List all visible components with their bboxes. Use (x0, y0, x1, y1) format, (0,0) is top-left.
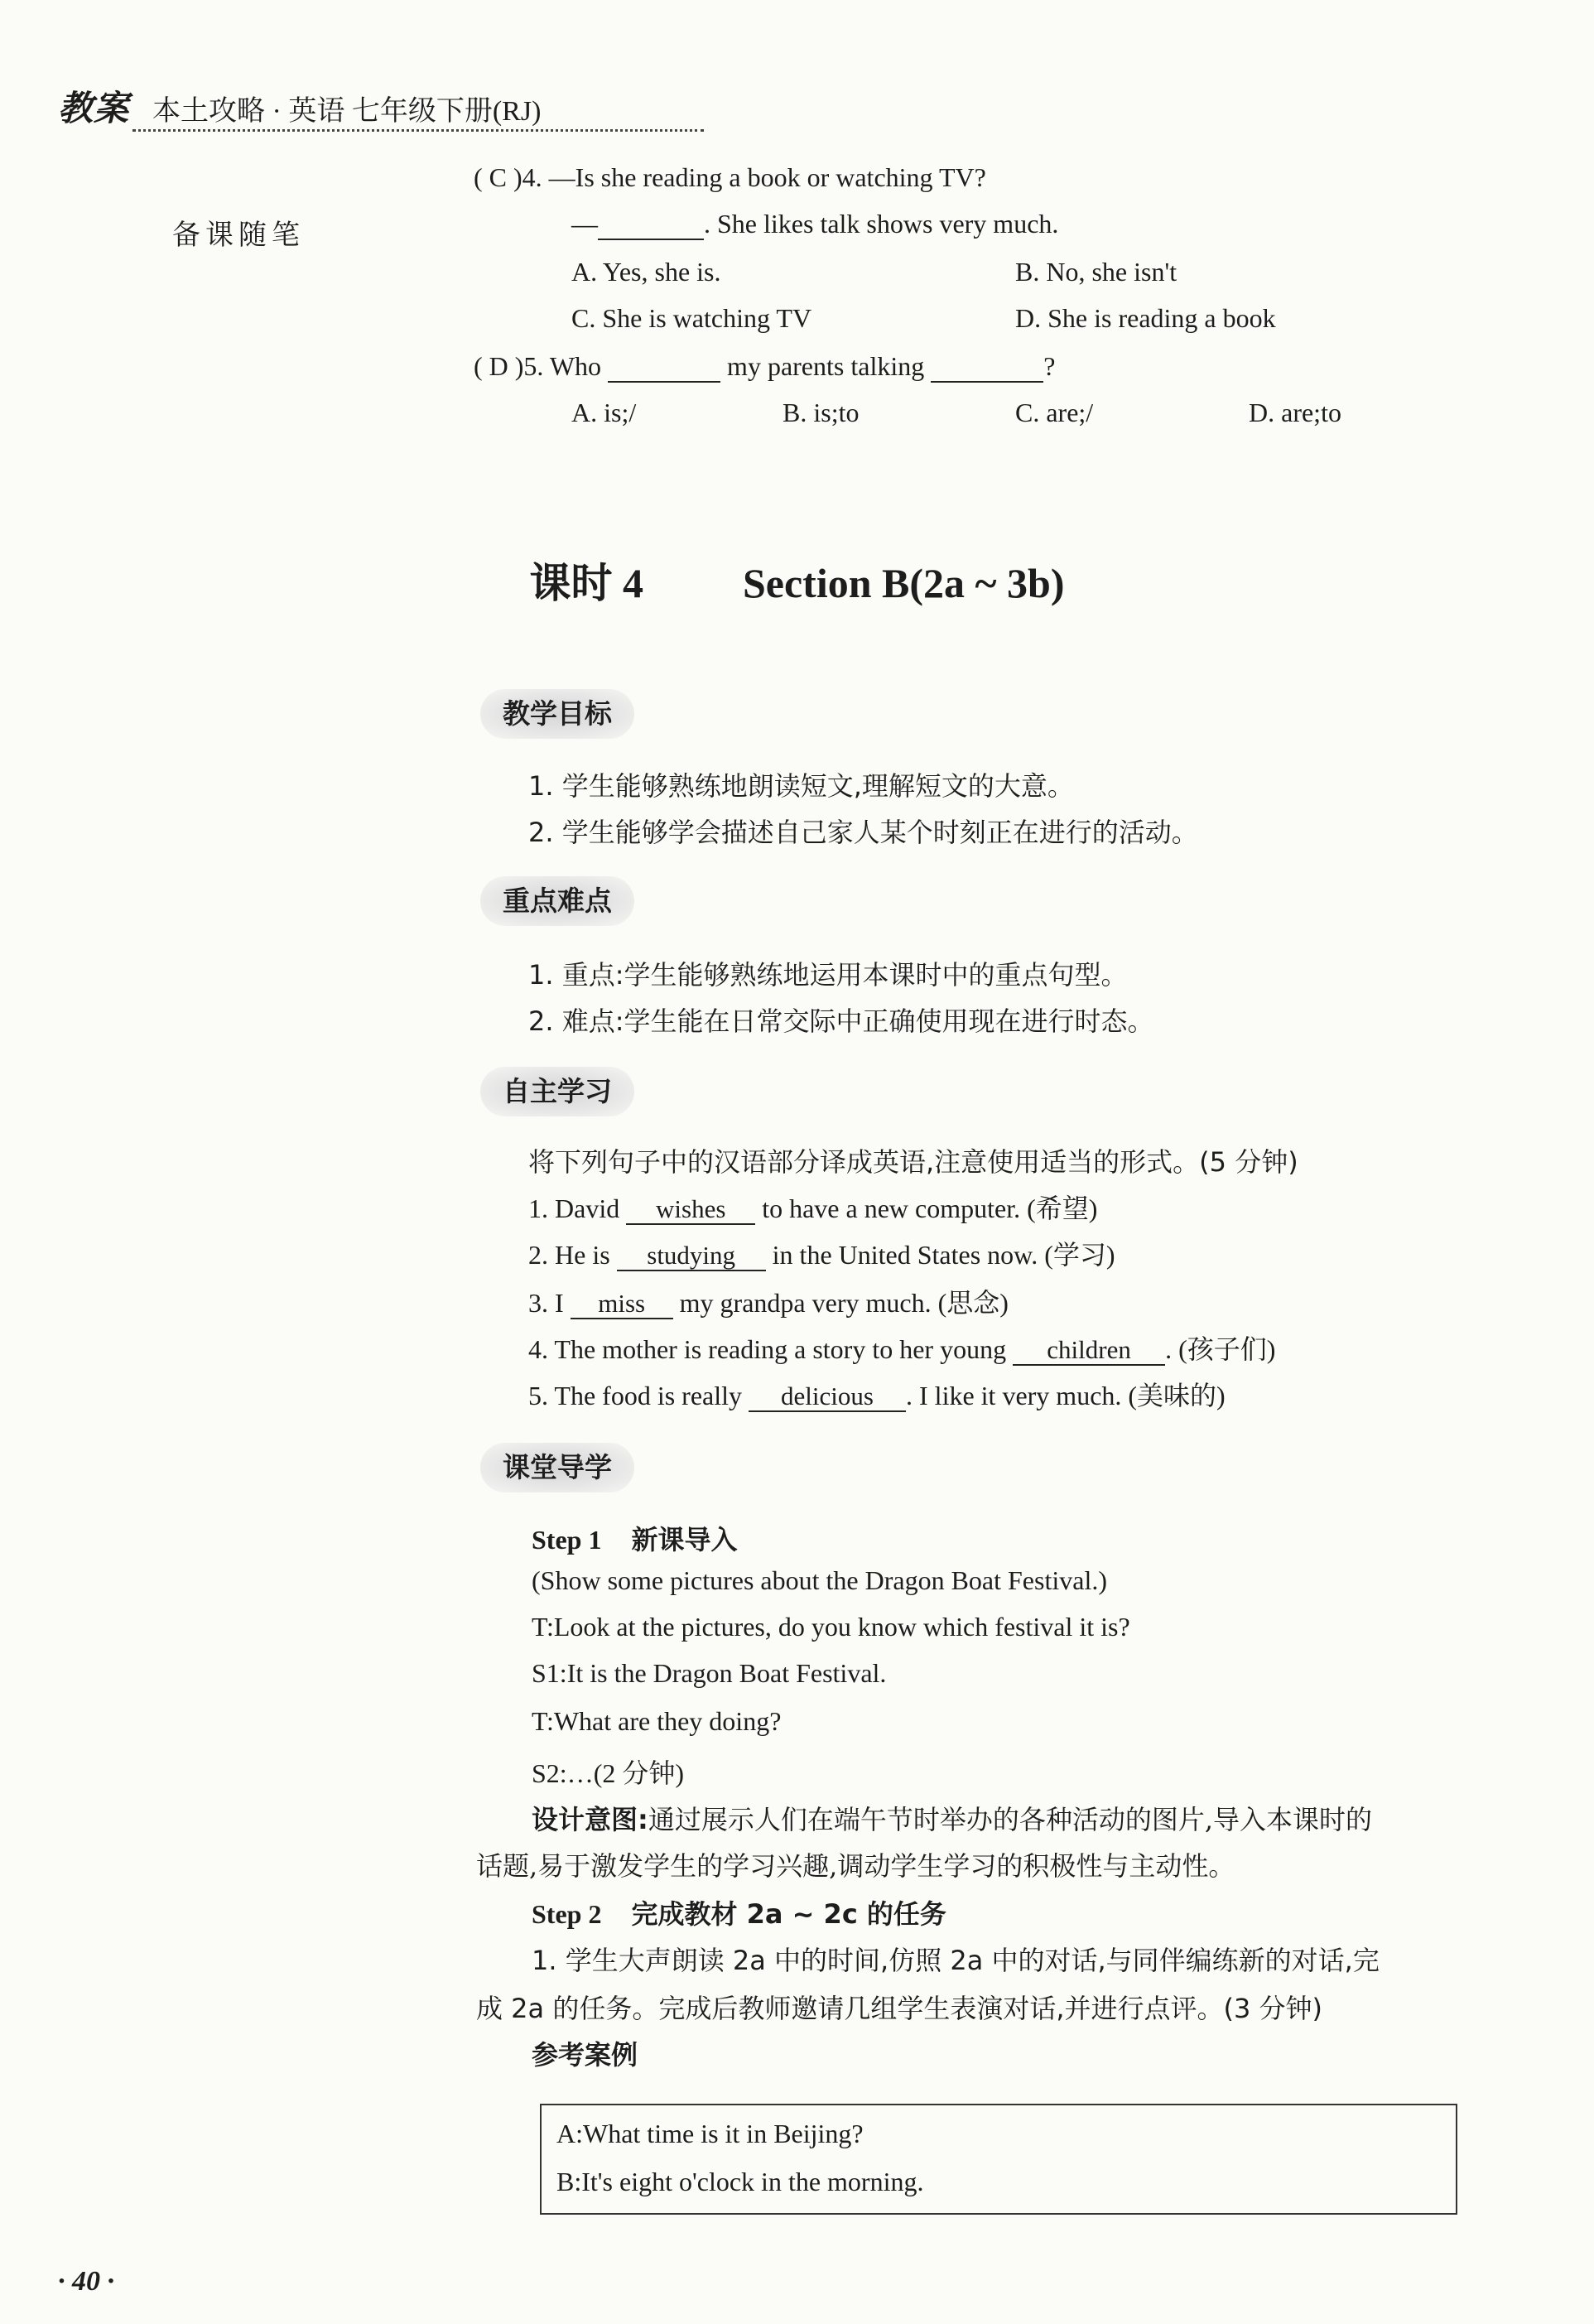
step2-text-2: 成 2a 的任务。完成后教师邀请几组学生表演对话,并进行点评。(3 分钟) (476, 1993, 1322, 2024)
design-intent-line-2: 话题,易于激发学生的学习兴趣,调动学生学习的积极性与主动性。 (476, 1850, 1235, 1882)
item-4-pre: 4. The mother is reading a story to her young (528, 1334, 1007, 1364)
q4-blank (598, 210, 704, 240)
item-5-answer: delicious (749, 1383, 906, 1412)
q5-suffix: ? (1043, 351, 1056, 381)
q5-middle: my parents talking (727, 351, 925, 381)
self-study-intro: 将下列句子中的汉语部分译成英语,注意使用适当的形式。(5 分钟) (528, 1146, 1298, 1178)
item-3-post: my grandpa very much. (思念) (679, 1288, 1009, 1318)
item-4-answer: children (1013, 1337, 1165, 1366)
goals-tag: 教学目标 (480, 689, 634, 739)
q4-option-d: D. She is reading a book (1015, 303, 1276, 333)
design-intent-label: 设计意图: (532, 1804, 648, 1835)
item-5-post: . I like it very much. (美味的) (906, 1381, 1226, 1410)
q5-option-c: C. are;/ (1015, 398, 1094, 427)
q4-option-a: A. Yes, she is. (571, 257, 721, 287)
q4-option-b: B. No, she isn't (1015, 257, 1177, 287)
q4-stem: ( C )4. —Is she reading a book or watching TV? (474, 162, 986, 192)
reference-label: 参考案例 (532, 2039, 638, 2071)
q5-stem (474, 351, 1055, 383)
step1-title: 新课导入 (631, 1524, 738, 1555)
page-number: · 40 · (58, 2266, 114, 2297)
step1-line-3: S1:It is the Dragon Boat Festival. (532, 1658, 887, 1688)
step1-heading (532, 1519, 737, 1557)
step1-line-1: (Show some pictures about the Dragon Boat Festival.) (532, 1565, 1107, 1595)
item-4-post: . (孩子们) (1165, 1334, 1276, 1364)
q5-option-a: A. is;/ (571, 398, 637, 427)
item-2-answer: studying (617, 1242, 766, 1271)
step1-line-5: S2:…(2 分钟) (532, 1758, 685, 1788)
step1-label: Step 1 (532, 1525, 602, 1555)
header-wavy-underline (132, 121, 704, 132)
side-note-label: 备课随笔 (172, 219, 305, 252)
dialogue-line-a: A:What time is it in Beijing? (556, 2119, 864, 2148)
goal-item-1: 1. 学生能够熟练地朗读短文,理解短文的大意。 (528, 770, 1074, 802)
item-2-post: in the United States now. (学习) (772, 1240, 1115, 1270)
q5-option-d: D. are;to (1249, 398, 1341, 427)
item-1-pre: 1. David (528, 1193, 620, 1223)
step2-title: 完成教材 2a ~ 2c 的任务 (631, 1898, 946, 1930)
self-study-tag: 自主学习 (480, 1067, 634, 1116)
item-2-pre: 2. He is (528, 1240, 610, 1270)
design-intent-line-1 (532, 1799, 1372, 1837)
q5-blank-1 (608, 353, 720, 383)
header-subtitle: 本土攻略 · 英语 七年级下册(RJ) (152, 96, 542, 127)
reference-dialogue-box (540, 2104, 1457, 2215)
key-point-item-1: 1. 重点:学生能够熟练地运用本课时中的重点句型。 (528, 959, 1128, 991)
step1-line-4: T:What are they doing? (532, 1706, 782, 1736)
self-study-item-4 (528, 1328, 1275, 1367)
q5-prefix: ( D )5. Who (474, 351, 602, 381)
item-1-post: to have a new computer. (希望) (762, 1193, 1098, 1223)
self-study-item-3 (528, 1282, 1009, 1320)
goal-item-2: 2. 学生能够学会描述自己家人某个时刻正在进行的活动。 (528, 817, 1198, 848)
step2-label: Step 2 (532, 1899, 602, 1929)
q5-option-b: B. is;to (783, 398, 860, 427)
q5-blank-2 (931, 353, 1043, 383)
lesson-section: Section B(2a ~ 3b) (742, 560, 1065, 606)
lesson-number: 课时 4 (529, 560, 643, 606)
q4-dash: — (571, 209, 598, 239)
q4-line2 (571, 209, 1058, 240)
step2-heading (532, 1893, 946, 1931)
self-study-item-2 (528, 1234, 1115, 1272)
q4-option-c: C. She is watching TV (571, 303, 812, 333)
key-points-tag: 重点难点 (480, 876, 634, 926)
q4-line2-rest: . She likes talk shows very much. (704, 209, 1059, 239)
item-3-answer: miss (571, 1290, 673, 1319)
step2-text-1: 1. 学生大声朗读 2a 中的时间,仿照 2a 中的对话,与同伴编练新的对话,完 (532, 1945, 1380, 1976)
step1-line-2: T:Look at the pictures, do you know which festival it is? (532, 1612, 1130, 1642)
item-3-pre: 3. I (528, 1288, 564, 1318)
item-1-answer: wishes (626, 1196, 755, 1225)
self-study-item-1 (528, 1188, 1097, 1226)
lesson-title (0, 550, 1594, 610)
self-study-item-5 (528, 1375, 1226, 1413)
classroom-tag: 课堂导学 (480, 1443, 634, 1492)
key-point-item-2: 2. 难点:学生能在日常交际中正确使用现在进行时态。 (528, 1005, 1154, 1037)
design-intent-text-1: 通过展示人们在端午节时举办的各种活动的图片,导入本课时的 (648, 1804, 1372, 1835)
dialogue-line-b: B:It's eight o'clock in the morning. (556, 2167, 924, 2196)
item-5-pre: 5. The food is really (528, 1381, 743, 1410)
header-logo: 教案 (58, 88, 130, 128)
